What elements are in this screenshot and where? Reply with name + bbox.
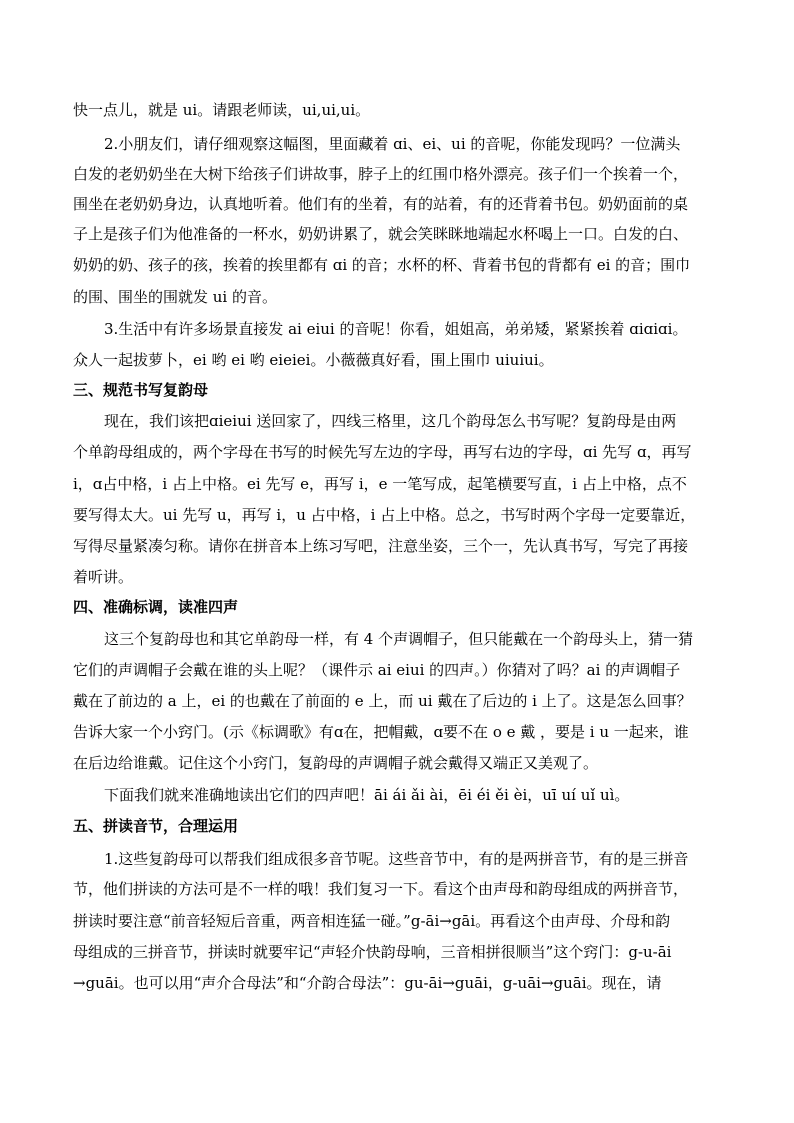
text-line: 子上是孩子们为他准备的一杯水，奶奶讲累了，就会笑眯眯地端起水杯喝上一口。白发的白、 [73, 225, 689, 243]
text-line: 下面我们就来准确地读出它们的四声吧！āi ái ǎi ài，ēi éi ěi èi，uī uí uǐ uì。 [104, 786, 630, 804]
text-line: 的围、围坐的围就发 ui 的音。 [73, 288, 277, 306]
text-line: 现在，我们该把ɑieiui 送回家了，四线三格里，这几个韵母怎么书写呢？复韵母是由两 [104, 412, 677, 430]
text-line: 戴在了前边的 a 上，ei 的也戴在了前面的 e 上，而 ui 戴在了后边的 i 上了。这是怎么回事？ [73, 692, 692, 710]
text-line: →guāi。也可以用“声介合母法”和“介韵合母法”：gu-āi→guāi，g-uāi→guāi。现在，请 [73, 974, 662, 992]
text-line: 它们的声调帽子会戴在谁的头上呢？（课件示 ai eiui 的四声。）你猜对了吗？ai 的声调帽子 [73, 661, 681, 679]
text-line: 众人一起拔萝卜，ei 哟 ei 哟 eieiei。小薇薇真好看，围上围巾 uiuiui。 [73, 351, 554, 369]
text-line: 写得尽量紧凑匀称。请你在拼音本上练习写吧，注意坐姿，三个一，先认真书写，写完了再接 [73, 537, 689, 555]
text-line: 1.这些复韵母可以帮我们组成很多音节呢。这些音节中，有的是两拼音节，有的是三拼音 [104, 850, 689, 868]
section-heading: 五、拼读音节，合理运用 [73, 817, 239, 835]
text-line: 拼读时要注意“前音轻短后音重，两音相连猛一碰。”g-āi→gāi。再看这个由声母、介母和韵 [73, 912, 671, 930]
text-line: 奶奶的奶、孩子的孩，挨着的挨里都有 ɑi 的音；水杯的杯、背着书包的背都有 ei 的音；围巾 [73, 256, 691, 274]
text-line: 3.生活中有许多场景直接发 ai eiui 的音呢！你看，姐姐高，弟弟矮，紧紧挨着 ɑiɑiɑi。 [104, 320, 688, 338]
text-line: 告诉大家一个小窍门。(示《标调歌》有ɑ在，把帽戴，ɑ要不在 o e 戴 ，要是 i u 一起来，谁 [73, 723, 689, 741]
text-line: 2.小朋友们，请仔细观察这幅图，里面藏着 ɑi、ei、ui 的音呢，你能发现吗？一位满头 [104, 135, 681, 153]
text-line: 快一点儿，就是 ui。请跟老师读，ui,ui,ui。 [73, 101, 371, 119]
section-heading: 三、规范书写复韵母 [73, 381, 209, 399]
text-line: 要写得太大。ui 先写 u，再写 i，u 占中格，i 占上中格。总之，书写时两个字母一定要靠近， [73, 506, 696, 524]
text-line: 这三个复韵母也和其它单韵母一样，有 4 个声调帽子，但只能戴在一个韵母头上，猜一猜 [104, 630, 694, 648]
text-line: 个单韵母组成的，两个字母在书写的时候先写左边的字母，再写右边的字母，ɑi 先写 ɑ，再写 [73, 443, 692, 461]
text-line: 母组成的三拼音节，拼读时就要牢记“声轻介快韵母响，三音相拼很顺当”这个窍门：g-u-āi [73, 943, 672, 961]
text-line: 着听讲。 [73, 568, 134, 586]
text-line: 节，他们拼读的方法可是不一样的哦！我们复习一下。看这个由声母和韵母组成的两拼音节， [73, 880, 689, 898]
text-line: 在后边给谁戴。记住这个小窍门，复韵母的声调帽子就会戴得又端正又美观了。 [73, 754, 599, 772]
text-line: i，ɑ占中格，i 占上中格。ei 先写 e，再写 i，e 一笔写成，起笔横要写直，i 占上中格，点不 [73, 475, 687, 493]
text-line: 围坐在老奶奶身边，认真地听着。他们有的坐着，有的站着，有的还背着书包。奶奶面前的桌 [73, 195, 689, 213]
text-line: 白发的老奶奶坐在大树下给孩子们讲故事，脖子上的红围巾格外漂亮。孩子们一个挨着一个， [73, 165, 689, 183]
section-heading: 四、准确标调，读准四声 [73, 598, 239, 616]
